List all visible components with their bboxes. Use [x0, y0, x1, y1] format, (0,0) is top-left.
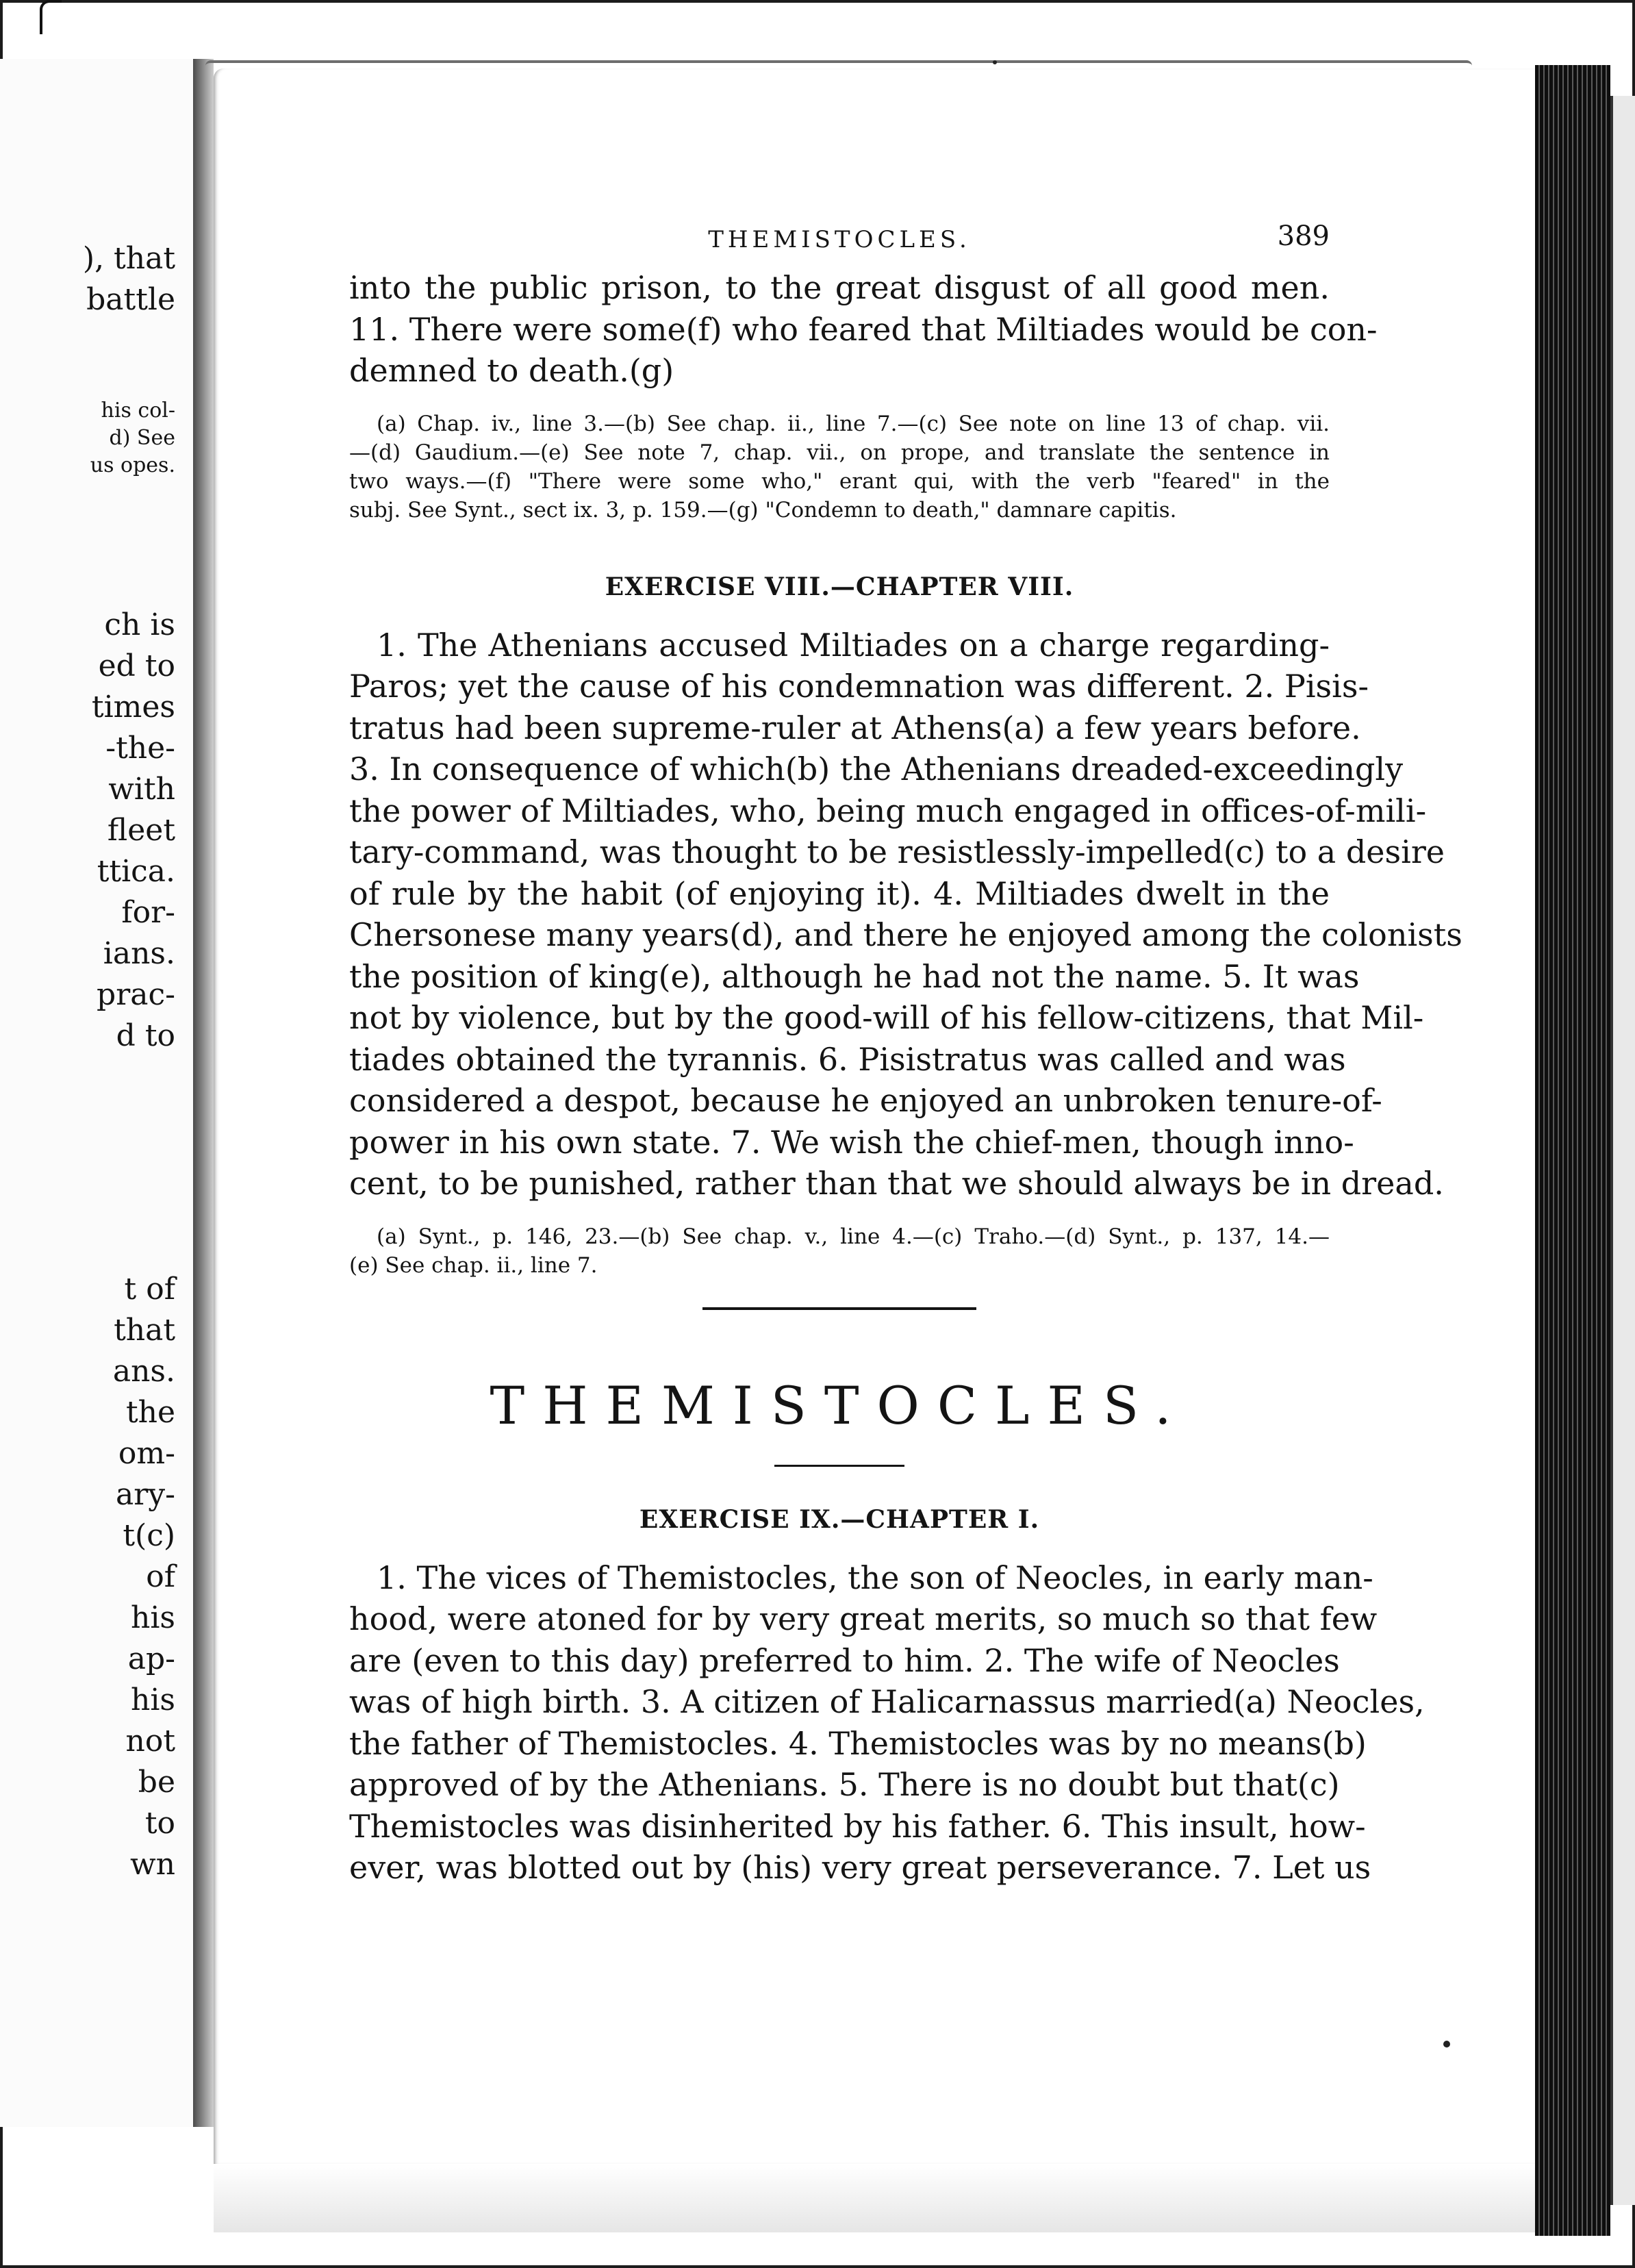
book-cover-edge	[1610, 96, 1635, 2205]
page-number: 389	[1277, 220, 1330, 252]
page-bottom-shade	[214, 2164, 1535, 2232]
footnote-line: (a) Synt., p. 146, 23.—(b) See chap. v., line 4.—(c) Traho.—(d) Synt., p. 137, 14.—	[377, 1224, 1330, 1249]
book-page-edges	[1535, 65, 1610, 2236]
exercise-viii-heading: EXERCISE VIII.—CHAPTER VIII.	[605, 572, 1074, 601]
left-page-line-fragment: that	[114, 1313, 175, 1348]
text-line: into the public prison, to the great disgust of all good men.	[349, 269, 1330, 306]
text-line: Themistocles was disinherited by his father. 6. This insult, how-	[349, 1807, 1366, 1845]
scan-speck	[1443, 2041, 1450, 2048]
text-line: was of high birth. 3. A citizen of Halicarnassus married(a) Neocles,	[349, 1683, 1425, 1720]
left-facing-page	[0, 59, 199, 2127]
left-page-line-fragment: ans.	[112, 1354, 175, 1389]
page-content	[349, 212, 1462, 1889]
left-page-line-fragment: wn	[130, 1847, 175, 1882]
footnote-line: subj. See Synt., sect ix. 3, p. 159.—(g) "Condemn to death," damnare capitis.	[349, 497, 1177, 522]
text-line: 1. The Athenians accused Miltiades on a charge regarding-	[377, 626, 1330, 664]
exercise-viii-notes	[349, 1222, 1330, 1280]
text-line: tary-command, was thought to be resistlessly-impelled(c) to a desire	[349, 833, 1445, 870]
text-line: tratus had been supreme-ruler at Athens(a) a few years before.	[349, 709, 1361, 746]
left-page-line-fragment: t of	[124, 1272, 175, 1307]
footnote-line: —(d) Gaudium.—(e) See note 7, chap. vii., on prope, and translate the sentence in	[349, 440, 1330, 465]
left-page-line-fragment: d) See	[109, 426, 175, 450]
text-line: 11. There were some(f) who feared that Miltiades would be con-	[349, 310, 1378, 348]
left-page-line-fragment: ians.	[103, 936, 175, 971]
left-page-line-fragment: the	[125, 1395, 175, 1430]
running-head-title: THEMISTOCLES.	[708, 226, 971, 253]
exercise-vii-continuation	[349, 267, 1378, 392]
section-divider-rule	[702, 1307, 976, 1310]
scan-speck	[993, 60, 997, 64]
left-page-line-fragment: his col-	[101, 399, 175, 423]
left-page-line-fragment: -the-	[105, 731, 175, 766]
footnote-line: two ways.—(f) "There were some who," erant qui, with the verb "feared" in the	[349, 468, 1330, 494]
book-gutter	[193, 59, 214, 2127]
text-line: cent, to be punished, rather than that we should always be in dread.	[349, 1165, 1444, 1202]
title-underline-rule	[774, 1465, 904, 1467]
left-page-line-fragment: ttica.	[97, 854, 175, 889]
left-page-line-fragment: for-	[121, 895, 175, 930]
exercise-vii-notes	[349, 410, 1330, 525]
left-page-line-fragment: battle	[86, 282, 175, 317]
left-page-line-fragment: prac-	[97, 977, 175, 1012]
left-page-line-fragment: t(c)	[123, 1518, 175, 1553]
left-page-line-fragment: to	[144, 1806, 175, 1841]
text-line: 1. The vices of Themistocles, the son of Neocles, in early man-	[377, 1559, 1373, 1596]
text-line: approved of by the Athenians. 5. There is no doubt but that(c)	[349, 1766, 1340, 1803]
text-line: not by violence, but by the good-will of his fellow-citizens, that Mil-	[349, 999, 1424, 1036]
left-page-line-fragment: his	[131, 1600, 175, 1635]
text-line: Chersonese many years(d), and there he enjoyed among the colonists	[349, 916, 1462, 953]
text-line: demned to death.(g)	[349, 352, 674, 389]
text-line: the father of Themistocles. 4. Themistocles was by no means(b)	[349, 1724, 1367, 1762]
left-page-line-fragment: times	[91, 690, 175, 724]
left-page-line-fragment: his	[131, 1683, 175, 1717]
left-page-line-fragment: ap-	[127, 1641, 175, 1676]
text-line: Paros; yet the cause of his condemnation was different. 2. Pisis-	[349, 668, 1369, 705]
page-top-edge	[205, 60, 1472, 71]
left-page-line-fragment: with	[108, 772, 175, 807]
text-line: the position of king(e), although he had not the name. 5. It was	[349, 957, 1360, 995]
left-page-line-fragment: ch is	[104, 607, 175, 642]
scan-corner-mark	[40, 0, 62, 34]
exercise-viii-text	[349, 625, 1462, 1205]
left-page-line-fragment: ), that	[82, 241, 175, 276]
running-head	[349, 212, 1330, 267]
footnote-line: (e) See chap. ii., line 7.	[349, 1252, 598, 1278]
left-page-line-fragment: not	[125, 1724, 175, 1759]
text-line: power in his own state. 7. We wish the chief-men, though inno-	[349, 1123, 1354, 1161]
exercise-ix-heading: EXERCISE IX.—CHAPTER I.	[639, 1504, 1040, 1534]
text-line: are (even to this day) preferred to him. 2. The wife of Neocles	[349, 1641, 1340, 1679]
text-line: 3. In consequence of which(b) the Athenians dreaded-exceedingly	[349, 751, 1404, 788]
footnote-line: (a) Chap. iv., line 3.—(b) See chap. ii., line 7.—(c) See note on line 13 of chap. vii.	[377, 411, 1330, 436]
text-line: considered a despot, because he enjoyed an unbroken tenure-of-	[349, 1082, 1382, 1119]
left-page-line-fragment: d to	[116, 1018, 175, 1053]
left-page-line-fragment: fleet	[107, 813, 175, 848]
text-line: the power of Miltiades, who, being much engaged in offices-of-mili-	[349, 792, 1427, 829]
text-line: of rule by the habit (of enjoying it). 4. Miltiades dwelt in the	[349, 874, 1330, 912]
left-page-line-fragment: ed to	[98, 648, 175, 683]
text-line: hood, were atoned for by very great merits, so much so that few	[349, 1600, 1378, 1637]
section-title: THEMISTOCLES.	[490, 1374, 1189, 1436]
exercise-ix-text	[349, 1557, 1425, 1889]
left-page-line-fragment: of	[146, 1559, 175, 1594]
text-line: ever, was blotted out by (his) very great perseverance. 7. Let us	[349, 1849, 1371, 1886]
text-line: tiades obtained the tyrannis. 6. Pisistratus was called and was	[349, 1040, 1346, 1078]
left-page-line-fragment: be	[138, 1765, 175, 1800]
left-page-line-fragment: om-	[118, 1436, 175, 1471]
left-page-line-fragment: ary-	[116, 1477, 175, 1512]
left-page-line-fragment: us opes.	[90, 453, 175, 477]
